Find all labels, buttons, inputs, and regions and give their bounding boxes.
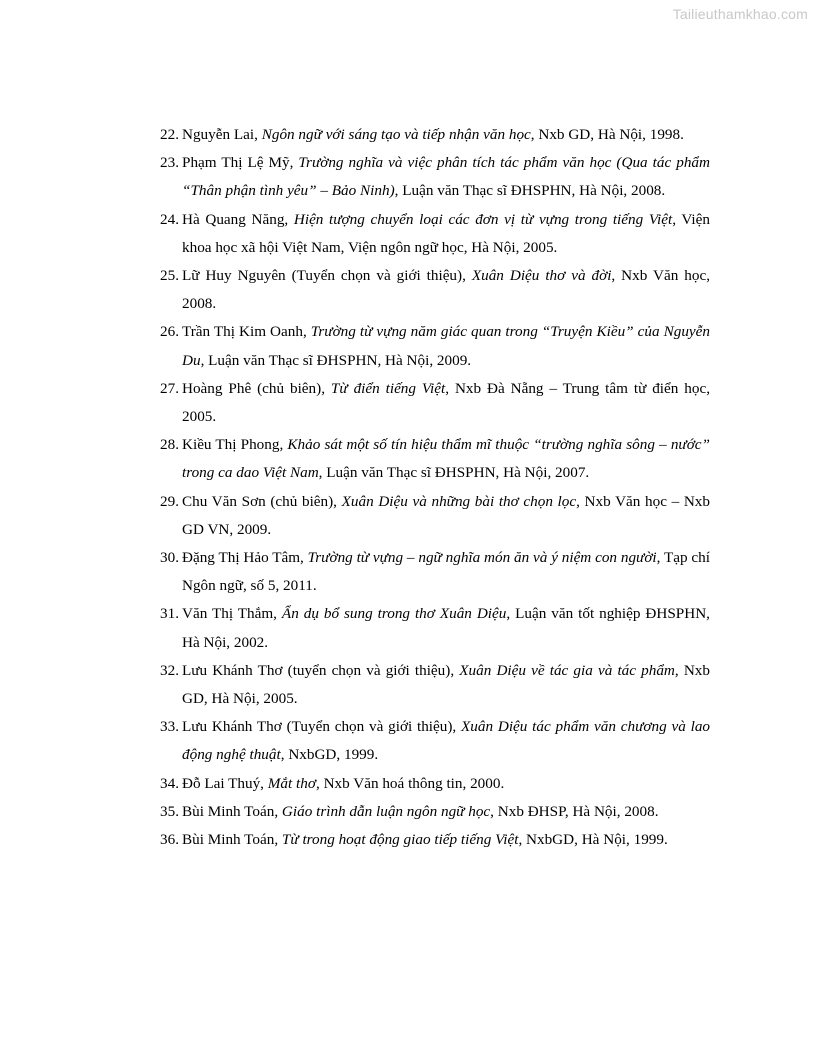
reference-number: 33.	[160, 718, 179, 736]
reference-title: Xuân Diệu về tác gia và tác phẩm	[459, 661, 675, 679]
reference-item	[160, 262, 710, 318]
reference-item	[160, 600, 710, 656]
reference-author: Lữ Huy Nguyên (Tuyển chọn và giới thiệu),	[182, 267, 472, 285]
reference-author: Chu Văn Sơn (chủ biên),	[182, 492, 342, 510]
reference-number: 35.	[160, 802, 179, 820]
reference-item	[160, 431, 710, 487]
reference-item	[160, 770, 710, 798]
reference-publication: , Nxb Văn học – Nxb GD VN, 2009.	[182, 492, 710, 538]
reference-number: 30.	[160, 549, 179, 567]
reference-publication: , Nxb GD, Hà Nội, 2005.	[182, 661, 710, 708]
reference-author: Lưu Khánh Thơ (tuyển chọn và giới thiệu),	[182, 661, 460, 679]
reference-title: Trường từ vựng năm giác quan trong “Truyện Kiều” của Nguyễn Du	[182, 323, 710, 369]
reference-publication: , Nxb GD, Hà Nội, 1998.	[530, 126, 684, 143]
watermark: Tailieuthamkhao.com	[672, 6, 808, 22]
reference-publication: , Nxb Văn học, 2008.	[182, 267, 710, 313]
reference-list	[160, 121, 710, 854]
reference-item	[160, 798, 710, 826]
reference-author: Bùi Minh Toán,	[182, 802, 282, 820]
reference-author: Hoàng Phê (chủ biên),	[182, 379, 331, 397]
reference-publication: , Nxb Văn hoá thông tin, 2000.	[315, 774, 505, 792]
reference-item	[160, 544, 710, 600]
reference-number: 27.	[160, 379, 179, 397]
reference-author: Văn Thị Thắm,	[182, 605, 282, 623]
reference-publication: , NxbGD, 1999.	[280, 746, 379, 764]
reference-title: Xuân Diệu tác phẩm văn chương và lao động nghệ thuật	[182, 718, 711, 764]
reference-title: Ngôn ngữ với sáng tạo và tiếp nhận văn học	[261, 126, 531, 143]
reference-publication: , Viện khoa học xã hội Việt Nam, Viện ngôn ngữ học, Hà Nội, 2005.	[182, 210, 710, 256]
reference-publication: , Luận văn Thạc sĩ ĐHSPHN, Hà Nội, 2008.	[394, 182, 666, 200]
reference-author: Đặng Thị Hảo Tâm,	[182, 549, 308, 567]
reference-title: Khảo sát một số tín hiệu thẩm mĩ thuộc “trường nghĩa sông – nước” trong ca dao Việt Nam	[182, 436, 710, 482]
reference-author: Trần Thị Kim Oanh,	[182, 323, 311, 341]
reference-publication: , Luận văn tốt nghiệp ĐHSPHN, Hà Nội, 2002.	[182, 605, 710, 651]
reference-number: 22.	[160, 126, 179, 143]
reference-publication: , NxbGD, Hà Nội, 1999.	[518, 831, 668, 849]
reference-publication: , Tạp chí Ngôn ngữ, số 5, 2011.	[182, 549, 710, 595]
reference-number: 24.	[160, 210, 179, 228]
reference-item	[160, 488, 710, 544]
reference-item	[160, 713, 710, 769]
reference-author: Lưu Khánh Thơ (Tuyển chọn và giới thiệu),	[182, 718, 462, 736]
reference-publication: , Luận văn Thạc sĩ ĐHSPHN, Hà Nội, 2009.	[200, 351, 472, 369]
reference-author: Phạm Thị Lệ Mỹ,	[182, 154, 299, 172]
reference-title: Mắt thơ	[267, 774, 316, 792]
reference-author: Bùi Minh Toán,	[182, 831, 282, 849]
reference-number: 31.	[160, 605, 179, 623]
reference-publication: , Nxb ĐHSP, Hà Nội, 2008.	[490, 802, 659, 820]
reference-number: 34.	[160, 774, 179, 792]
reference-number: 23.	[160, 154, 179, 172]
reference-item	[160, 149, 710, 205]
reference-author: Kiều Thị Phong,	[182, 436, 288, 454]
reference-author: Hà Quang Năng,	[182, 210, 294, 228]
reference-number: 28.	[160, 436, 179, 454]
reference-title: Trường từ vựng – ngữ nghĩa món ăn và ý niệm con người	[307, 549, 657, 567]
reference-title: Từ điển tiếng Việt	[330, 379, 446, 397]
reference-author: Nguyễn Lai,	[182, 126, 262, 143]
reference-item	[160, 318, 710, 374]
reference-title: Giáo trình dẫn luận ngôn ngữ học	[281, 802, 491, 820]
reference-number: 25.	[160, 267, 179, 285]
reference-title: Hiện tượng chuyển loại các đơn vị từ vựng trong tiếng Việt	[293, 210, 673, 228]
reference-author: Đỗ Lai Thuý,	[182, 774, 268, 792]
reference-item	[160, 121, 710, 149]
reference-title: Ẩn dụ bổ sung trong thơ Xuân Diệu	[281, 605, 507, 623]
reference-title: Từ trong hoạt động giao tiếp tiếng Việt	[281, 831, 519, 849]
reference-number: 29.	[160, 492, 179, 510]
reference-title: Xuân Diệu và những bài thơ chọn lọc	[341, 492, 577, 510]
reference-number: 26.	[160, 323, 179, 341]
reference-publication: , Nxb Đà Nẵng – Trung tâm từ điển học, 2005.	[182, 379, 710, 426]
reference-number: 32.	[160, 661, 179, 679]
reference-item	[160, 826, 710, 854]
reference-title: Trường nghĩa và việc phân tích tác phẩm văn học (Qua tác phẩm “Thân phận tình yêu” – Bảo Ninh)	[182, 154, 710, 200]
reference-item	[160, 206, 710, 262]
reference-publication: , Luận văn Thạc sĩ ĐHSPHN, Hà Nội, 2007.	[318, 464, 590, 482]
reference-item	[160, 375, 710, 431]
reference-title: Xuân Diệu thơ và đời	[471, 267, 612, 285]
reference-item	[160, 657, 710, 713]
reference-number: 36.	[160, 831, 179, 849]
